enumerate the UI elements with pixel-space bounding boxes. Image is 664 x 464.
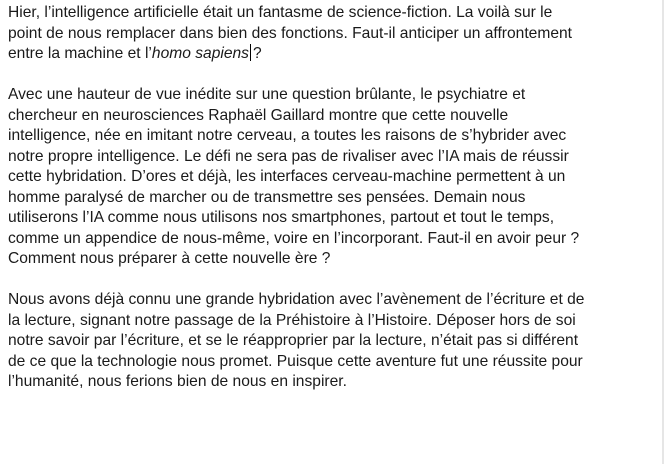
paragraph-2 [8, 85, 664, 270]
text-line: homme paralysé de marcher ou de transmettre ses pensées. Demain nous [8, 188, 526, 206]
document-text-area[interactable] [8, 3, 664, 393]
italic-text-run: homo sapiens [151, 45, 249, 62]
paragraph-3 [8, 290, 664, 393]
text-cursor [250, 44, 251, 61]
paragraph-spacer [8, 270, 664, 291]
text-line: notre savoir par l’écriture, et se le réapproprier par la lecture, n’était pas si différent [8, 332, 579, 349]
text-line: intelligence, née en imitant notre cerveau, a toutes les raisons de s’hybrider avec [8, 127, 567, 144]
text-line [8, 44, 664, 65]
paragraph-1 [8, 3, 664, 65]
text-line: l’humanité, nous ferions bien de nous en inspirer. [8, 373, 347, 390]
text-line: de ce que la technologie nous promet. Puisque cette aventure fut une réussite pour [8, 352, 583, 370]
text-line: utiliserons l’IA comme nous utilisons nos smartphones, partout et tout le temps, [8, 209, 555, 226]
text-line: cette hybridation. D’ores et déjà, les interfaces cerveau-machine permettent à un [8, 168, 566, 185]
text-line: la lecture, signant notre passage de la Préhistoire à l’Histoire. Déposer hors de soi [8, 311, 576, 329]
text-run: entre la machine et l’ [8, 45, 152, 62]
text-line: chercheur en neurosciences Raphaël Gaillard montre que cette nouvelle [8, 106, 509, 124]
text-line: Hier, l’intelligence artificielle était un fantasme de science-fiction. La voilà sur le [8, 4, 553, 21]
text-line: Comment nous préparer à cette nouvelle ère ? [8, 250, 331, 267]
text-line: comme un appendice de nous-même, voire en l’incorporant. Faut-il en avoir peur ? [8, 229, 580, 247]
text-line: Nous avons déjà connu une grande hybridation avec l’avènement de l’écriture et de [8, 291, 585, 308]
text-line: point de nous remplacer dans bien des fonctions. Faut-il anticiper un affrontement [8, 24, 573, 42]
text-line: Avec une hauteur de vue inédite sur une question brûlante, le psychiatre et [8, 86, 526, 103]
text-line: notre propre intelligence. Le défi ne sera pas de rivaliser avec l’IA mais de réussir [8, 147, 569, 165]
paragraph-spacer [8, 65, 664, 86]
text-run: ? [252, 45, 262, 62]
